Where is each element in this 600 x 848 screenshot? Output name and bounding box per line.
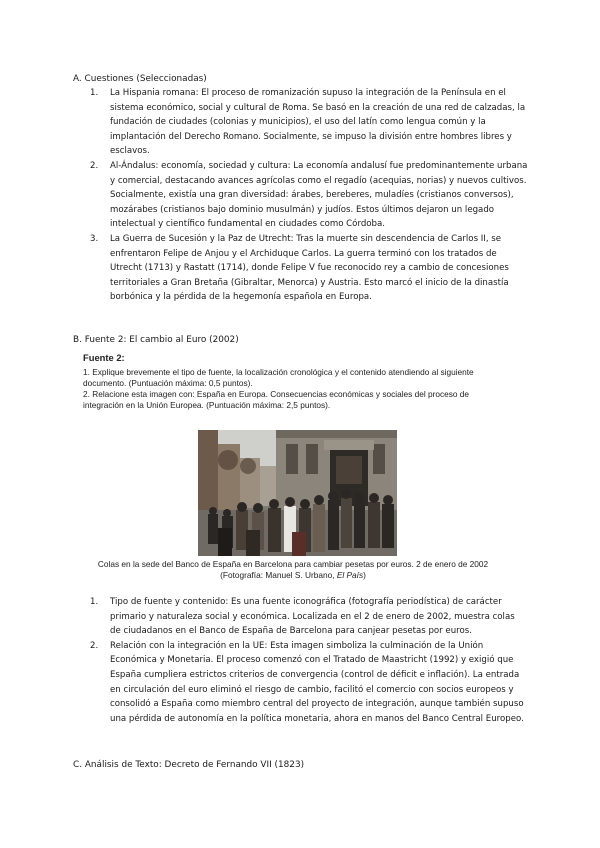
list-item	[73, 232, 528, 305]
source-instructions	[83, 352, 503, 411]
item-number: 3.	[90, 233, 99, 244]
item-number: 1.	[90, 88, 99, 98]
item-number: 2.	[90, 640, 99, 651]
item-number: 1.	[90, 597, 99, 607]
section-a-heading: A. Cuestiones (Seleccionadas)	[73, 74, 207, 84]
section-a-list	[73, 86, 528, 305]
item-text: La Guerra de Sucesión y la Paz de Utrecht: Tras la muerte sin descendencia de Carlos II, se enfrentaron Felipe de Anjou y el Archiduque Carlos. La guerra terminó con los tratados de Utrecht (1713) y Rastatt (1714), donde Felipe V fue reconocido rey a cambio de concesiones territoriales a Gran Bretaña (Gibraltar, Menorca) y Austria. Esto marcó el inicio de la dinastía borbónica y la pérdida de la hegemonía española en Europa.	[110, 233, 509, 303]
section-c-heading: C. Análisis de Texto: Decreto de Fernando VII (1823)	[73, 760, 305, 770]
list-item	[73, 86, 528, 159]
euro-queue-photograph	[198, 430, 397, 556]
item-number: 2.	[90, 160, 99, 171]
caption-text: Colas en la sede del Banco de España en Barcelona para cambiar pesetas por euros. 2 de enero de 2002 (Fotografía: Manuel S. Urbano,	[97, 559, 489, 580]
caption-publication: El País	[336, 570, 364, 580]
list-item	[73, 159, 528, 232]
list-item	[73, 595, 528, 639]
item-text: La Hispania romana: El proceso de romanización supuso la integración de la Península en el sistema económico, social y cultural de Roma. Se basó en la creación de una red de calzadas, la fundación de ciudades (colonias y municipios), el uso del latín como lengua común y la implantación del Derecho Romano. Socialmente, se impuso la división entre hombres libres y esclavos.	[110, 88, 526, 157]
source-title: Fuente 2:	[83, 352, 125, 363]
caption-close: )	[363, 570, 366, 580]
section-b-heading: B. Fuente 2: El cambio al Euro (2002)	[73, 335, 239, 345]
item-text: Al-Ándalus: economía, sociedad y cultura: La economía andalusí fue predominantemente urbana y comercial, destacando avances agrícolas como el regadío (acequias, norias) y nuevos cultivos. Socialmente, existía una gran diversidad: árabes, bereberes, muladíes (cristianos conversos), mozárabes (cristianos bajo dominio musulmán) y judíos. Estos últimos dejaron un legado intelectual y científico fundamental en ciudades como Córdoba.	[110, 160, 528, 230]
list-item	[73, 639, 528, 727]
photo-caption	[83, 559, 503, 581]
item-text: Relación con la integración en la UE: Esta imagen simboliza la culminación de la Unión Económica y Monetaria. El proceso comenzó con el Tratado de Maastricht (1992) y exigió que España cumpliera estrictos criterios de convergencia (control de déficit e inflación). La entrada en circulación del euro eliminó el riesgo de cambio, facilitó el comercio con socios europeos y consolidó a España como miembro central del proyecto de integración, aunque también supuso una pérdida de autonomía en la política monetaria, ahora en manos del Banco Central Europeo.	[110, 640, 524, 724]
source-question-1: 1. Explique brevemente el tipo de fuente, la localización cronológica y el contenido atendiendo al siguiente documento. (Puntuación máxima: 0,5 puntos).	[83, 367, 474, 388]
item-text: Tipo de fuente y contenido: Es una fuente iconográfica (fotografía periodística) de carácter primario y naturaleza social y económica. Localizada en el 2 de enero de 2002, muestra colas de ciudadanos en el Banco de España de Barcelona para canjear pesetas por euros.	[110, 597, 515, 637]
section-b-list	[73, 595, 528, 726]
source-question-2: 2. Relacione esta imagen con: España en Europa. Consecuencias económicas y sociales del proceso de integración en la Unión Europea. (Puntuación máxima: 2,5 puntos).	[83, 389, 470, 410]
